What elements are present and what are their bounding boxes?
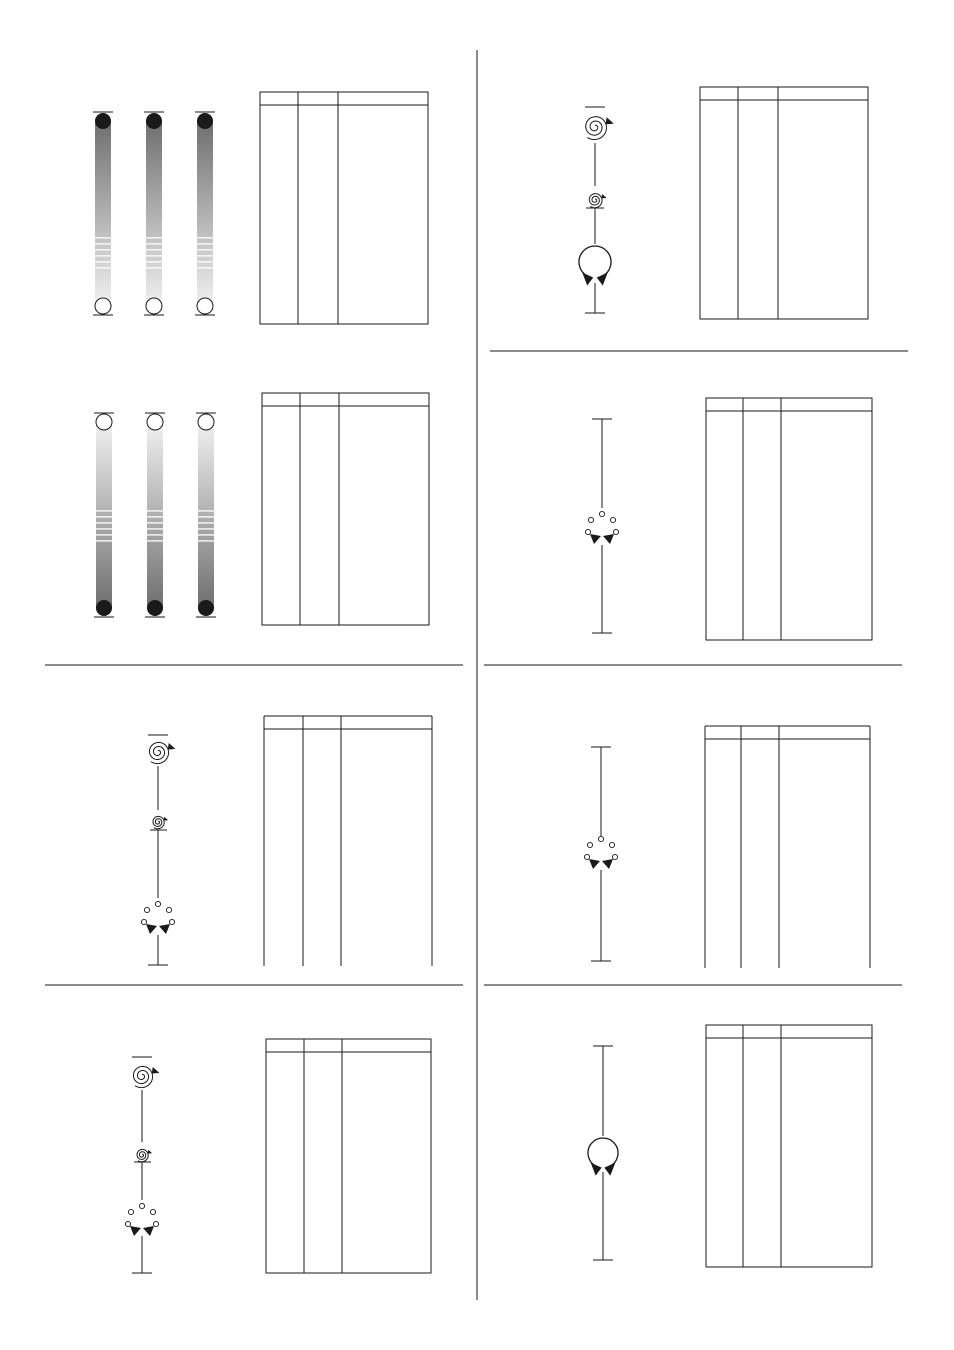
filled-end-circle	[146, 113, 162, 129]
ring-dot	[141, 919, 146, 924]
ring-dot	[153, 1221, 158, 1226]
ring-dot	[169, 919, 174, 924]
arrowhead-icon	[589, 859, 600, 869]
filled-end-circle	[147, 600, 163, 616]
dot-ring-icon	[585, 511, 618, 544]
ring-dot	[585, 529, 590, 534]
dot-ring-icon	[584, 836, 617, 869]
gradient-bar	[93, 112, 113, 315]
ring-dot	[587, 842, 592, 847]
table-5	[700, 87, 868, 319]
filled-end-circle	[95, 113, 111, 129]
gradient-bar	[94, 413, 114, 617]
track-7	[591, 747, 611, 961]
dot-ring-icon	[125, 1203, 158, 1236]
gradient-bar	[145, 413, 165, 617]
gradient-bar	[144, 112, 164, 315]
arrowhead-icon	[164, 817, 168, 821]
open-end-circle	[95, 298, 111, 314]
ring-dot	[588, 517, 593, 522]
table-7	[705, 726, 870, 968]
table-border	[262, 393, 429, 625]
spiral-icon	[589, 194, 606, 208]
table-border	[706, 398, 872, 640]
filled-end-circle	[198, 600, 214, 616]
gradient-bars-top	[93, 112, 215, 315]
spiral-path	[589, 194, 602, 208]
open-end-circle	[197, 298, 213, 314]
arrowhead-icon	[604, 1163, 615, 1176]
ring-dot	[612, 854, 617, 859]
bar-body	[147, 421, 163, 609]
table-border	[260, 92, 428, 324]
spiral-path	[149, 742, 168, 763]
arrowhead-icon	[602, 859, 613, 869]
arrowhead-icon	[159, 924, 170, 934]
ring-dot	[139, 1203, 144, 1208]
bar-body	[198, 421, 214, 609]
arrowhead-icon	[152, 1067, 160, 1074]
ring-dot	[128, 1209, 133, 1214]
track-4	[132, 1057, 152, 1273]
ring-dot	[155, 901, 160, 906]
arrowhead-icon	[591, 1163, 602, 1176]
spiral-path	[153, 816, 164, 828]
table-1	[260, 92, 428, 324]
circle-arc	[588, 1138, 618, 1167]
arrowhead-icon	[603, 534, 614, 544]
spiral-icon	[137, 1149, 152, 1161]
circle-arrow-icon	[579, 246, 611, 285]
arrowhead-icon	[606, 117, 614, 124]
bar-body	[96, 421, 112, 609]
arrowhead-icon	[590, 534, 601, 544]
table-2	[262, 393, 429, 625]
ring-dot	[584, 854, 589, 859]
track-6	[592, 419, 612, 633]
arrowhead-icon	[146, 924, 157, 934]
spiral-path	[586, 117, 607, 140]
gradient-bar	[195, 112, 215, 315]
table-border	[706, 1025, 872, 1267]
table-3	[264, 716, 432, 966]
table-8	[706, 1025, 872, 1267]
ring-dot	[609, 842, 614, 847]
arrowhead-icon	[168, 743, 176, 750]
bar-body	[146, 120, 162, 307]
spiral-icon	[153, 816, 168, 828]
open-end-circle	[147, 414, 163, 430]
bar-body	[95, 120, 111, 307]
circle-arc	[579, 246, 611, 276]
filled-end-circle	[197, 113, 213, 129]
arrowhead-icon	[148, 1150, 152, 1154]
arrowhead-icon	[130, 1226, 141, 1236]
table-border	[700, 87, 868, 319]
ring-dot	[599, 511, 604, 516]
dot-ring-icon	[141, 901, 174, 934]
spiral-path	[137, 1149, 148, 1161]
arrowhead-icon	[582, 273, 593, 286]
arrowhead-icon	[602, 194, 607, 198]
open-end-circle	[146, 298, 162, 314]
gradient-bars-bottom	[94, 413, 216, 617]
ring-dot	[144, 907, 149, 912]
ring-dot	[125, 1221, 130, 1226]
spiral-icon	[149, 742, 175, 763]
open-end-circle	[96, 414, 112, 430]
open-end-circle	[198, 414, 214, 430]
table-border	[266, 1039, 431, 1273]
track-8	[593, 1046, 613, 1260]
bar-body	[197, 120, 213, 307]
ring-dot	[598, 836, 603, 841]
table-4	[266, 1039, 431, 1273]
ring-dot	[613, 529, 618, 534]
spiral-icon	[586, 117, 614, 140]
gradient-bar	[196, 413, 216, 617]
table-6	[706, 398, 872, 640]
ring-dot	[150, 1209, 155, 1214]
arrowhead-icon	[597, 273, 608, 286]
filled-end-circle	[96, 600, 112, 616]
spiral-icon	[133, 1066, 159, 1087]
circle-arrow-icon	[588, 1138, 618, 1176]
ring-dot	[610, 517, 615, 522]
spiral-path	[133, 1066, 152, 1087]
ring-dot	[166, 907, 171, 912]
arrowhead-icon	[143, 1226, 154, 1236]
